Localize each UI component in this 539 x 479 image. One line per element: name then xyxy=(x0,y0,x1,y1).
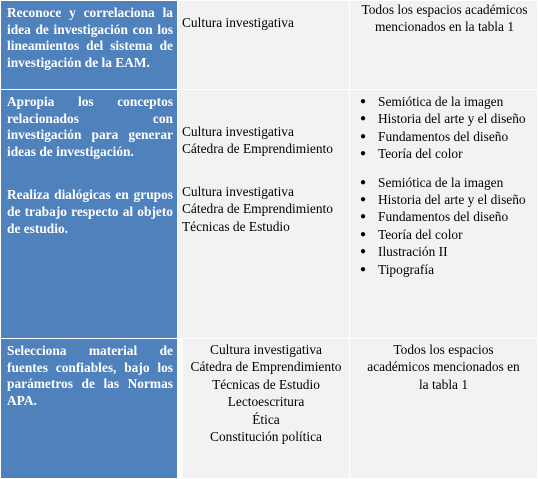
course-item: Cultura investigativa xyxy=(182,183,294,199)
list-item: ● Semiótica de la imagen xyxy=(360,94,504,109)
list-item: ● Ilustración II xyxy=(360,244,448,260)
objective-cell xyxy=(1,90,177,338)
bullet-icon: ● xyxy=(360,211,367,223)
course-item: Constitución política xyxy=(210,429,322,445)
course-item: Ética xyxy=(252,411,280,427)
list-item: ● Teoría del color xyxy=(360,146,463,162)
spaces-cell xyxy=(350,339,537,478)
spaces-list xyxy=(356,93,533,163)
bullet-icon: ● xyxy=(360,113,367,125)
courses-cell xyxy=(178,90,349,338)
objective-cell xyxy=(1,1,177,89)
objective-text: Realiza dialógicas en grupos de trabajo respecto al objeto de estudio. xyxy=(7,187,173,236)
list-item: ● Semiótica de la imagen xyxy=(360,174,504,190)
list-item: ● Historia del arte y el diseño xyxy=(360,111,526,127)
course-item: Técnicas de Estudio xyxy=(212,376,320,392)
course-item: Técnicas de Estudio xyxy=(182,218,290,234)
bullet-icon: ● xyxy=(360,148,367,160)
courses-cell xyxy=(183,339,349,478)
course-item: Cátedra de Emprendimiento xyxy=(182,201,333,217)
list-item: ● Fundamentos del diseño xyxy=(360,128,509,144)
spaces-text: Todos los espacios académicos mencionados en la tabla 1 xyxy=(361,2,528,35)
objective-text: Reconoce y correlaciona la idea de investigación con los lineamientos del sistema de investigación de la EAM. xyxy=(7,5,173,70)
course-item: Cátedra de Emprendimiento xyxy=(182,141,333,157)
course-item: Cátedra de Emprendimiento xyxy=(190,359,342,375)
spaces-cell xyxy=(350,1,537,89)
competencies-table xyxy=(1,1,537,478)
course-item: Cultura investigativa xyxy=(182,124,294,139)
list-item: ● Teoría del color xyxy=(360,226,463,242)
objective-cell xyxy=(1,339,177,478)
bullet-icon: ● xyxy=(360,194,367,206)
bullet-icon: ● xyxy=(360,130,367,142)
table-row xyxy=(1,339,537,478)
bullet-icon: ● xyxy=(360,176,367,188)
bullet-icon: ● xyxy=(360,263,367,275)
table-row xyxy=(1,1,537,89)
course-item: Lectoescritura xyxy=(227,394,305,410)
courses-cell xyxy=(178,1,349,89)
objective-text: Apropia los conceptos relacionados con investigación para generar ideas de investigación. xyxy=(7,94,173,159)
spaces-text: Todos los espacios académicos mencionados en la tabla 1 xyxy=(367,342,520,392)
course-item: Cultura investigativa xyxy=(182,15,294,30)
bullet-icon: ● xyxy=(360,96,367,107)
bullet-icon: ● xyxy=(360,246,367,258)
list-item: ● Historia del arte y el diseño xyxy=(360,192,526,208)
spaces-cell xyxy=(350,90,537,338)
bullet-icon: ● xyxy=(360,228,367,240)
list-item: ● Tipografía xyxy=(360,261,435,277)
objective-text: Selecciona material de fuentes confiables, bajo los parámetros de las Normas APA. xyxy=(7,343,173,408)
table-row xyxy=(1,90,537,338)
course-item: Cultura investigativa xyxy=(210,342,322,357)
list-item: ● Fundamentos del diseño xyxy=(360,209,509,225)
spaces-list xyxy=(356,174,533,278)
